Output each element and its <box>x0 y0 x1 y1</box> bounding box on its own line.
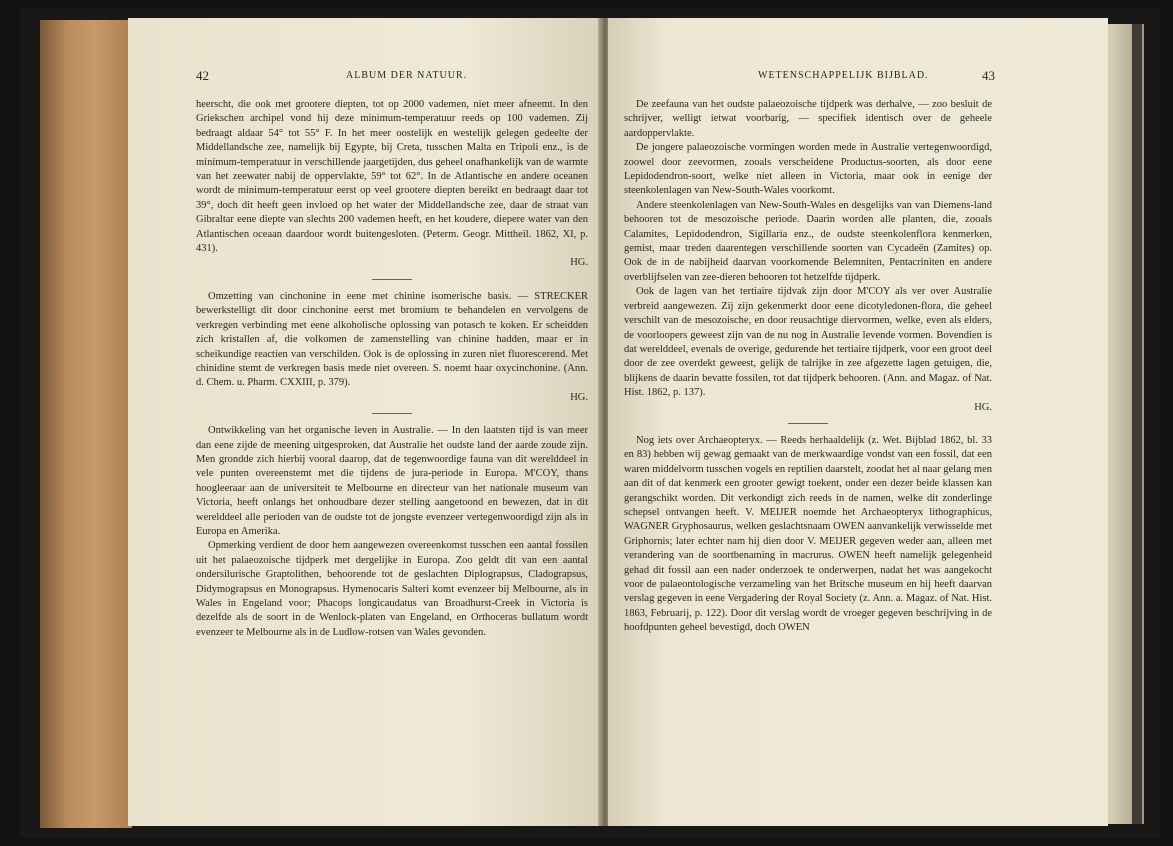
right-page-number: 43 <box>982 68 995 83</box>
left-page-number: 42 <box>196 68 209 83</box>
signature: HG. <box>974 401 992 413</box>
left-page <box>128 18 602 826</box>
right-page <box>608 18 1108 826</box>
paragraph: Opmerking verdient de door hem aangewezen overeenkomst tusschen een aantal fossilen uit het palaeozoische tijdperk met dergelijke in Europa. Zoo geldt dit van een aantal ondersilurische Graptolithen, behoorende tot de geslachten Diplograpsus, Cladograpsus, Didymograpsus en Monograpsus. Hymenocaris Salteri komt evenzeer bij Melbourne, als in Wales in Engeland voor; Phacops longicaudatus van Broadhurst-Creek in Victoria is dezelfde als de soort in de Wenlock-platen van Engeland, en Orthoceras bullatum wordt evenzeer te Melbourne als in de Ludlow-rotsen van Wales gevonden. <box>196 540 588 638</box>
paragraph: De zeefauna van het oudste palaeozoische tijdperk was derhalve, — zoo besluit de schrijver, welligt ietwat voorbarig, — specifiek identisch over de geheele aardoppervlakte. <box>624 99 992 139</box>
left-text-column <box>196 98 588 640</box>
left-running-header: ALBUM DER NATUUR. <box>346 70 468 81</box>
right-page-edges <box>1108 24 1144 824</box>
section-divider <box>372 279 412 280</box>
section-divider <box>788 423 828 424</box>
right-running-header: WETENSCHAPPELIJK BIJBLAD. <box>758 70 929 81</box>
paragraph: De jongere palaeozoische vormingen worden mede in Australie vertegenwoordigd, zoowel door zeevormen, zooals verscheidene Productus-soorten, als door eene Lepidodendron-soort, welke niet alleen in Victoria, maar ook in eenige der steenkolenlagen van New-South-Wales voorkomt. <box>624 142 992 197</box>
paragraph: Ook de lagen van het tertiaire tijdvak zijn door M'COY als ver over Australie verbreid aangewezen. Zij zijn gekenmerkt door eene dicotyledonen-flora, die geheel verschilt van de mesozoische, en door reusachtige diervormen, welke, even als elders, de voorloopers geweest zijn van de nu nog in Australie levende vormen. Bovendien is dat werelddeel, evenals de overige, gedurende het tertiaire tijdperk, voor een groot deel door de zee overdekt geweest, gelijk de talrijke in zee afgezette lagen getuigen, die, blijkens de daarin bevatte fossilen, tot dat tijdperk behooren. (Ann. and Magaz. of Nat. Hist. 1862, p. 137). <box>624 286 992 399</box>
section-divider <box>372 413 412 414</box>
paragraph: Nog iets over Archaeopteryx. — Reeds herhaaldelijk (z. Wet. Bijblad 1862, bl. 33 en 83) hebben wij gewag gemaakt van de merkwaardige vondst van een fossil, dat een waren middelvorm tusschen vogels en reptilien daarstelt, zoodat het al naar gelang men aan dit of dat kenmerk een grooter gewigt toekent, onder een dezer beide klassen kan gerangschikt worden. Dit verkondigt zich reeds in de namen, welke dit zonderlinge schepsel ontvangen heeft. V. MEIJER noemde het Archaeopteryx lithographicus, WAGNER Gryphosaurus, welken geslachtsnaam OWEN aanvankelijk verwisselde met Griphornis; later echter nam hij dien door V. MEIJER gegeven weder aan, alleen met verandering van de soortbenaming in macrurus. OWEN heeft namelijk gelegenheid gehad dit fossil aan een nader onderzoek te onderwerpen, nadat het was aangekocht voor de palaeontologische verzameling van het Britsche museum en hij heeft daarvan verslag gegeven in eene Vergadering der Royal Society (z. Ann. a. Magaz. of Nat. Hist. 1863, Februarij, p. 122). Door dit verslag wordt de vroeger gegeven beschrijving in de hoofdpunten geheel bevestigd, doch OWEN <box>624 434 992 634</box>
paragraph: Andere steenkolenlagen van New-South-Wales en desgelijks van van Diemens-land behooren tot de mesozoische periode. Daarin worden alle planten, die, zooals Calamites, Lepidodendron, Sigillaria enz., de oudste steenkolenflora kenmerken, gemist, maar treden daarentegen verschillende soorten van Cycadeën (Zamites) op. Ook de in de nabijheid daarvan voorkomende Belemniten, Pentacriniten en andere overblijfselen van zee-dieren behooren tot hetzelfde tijdperk. <box>624 199 992 283</box>
signature: HG. <box>570 391 588 403</box>
paragraph: Omzetting van cinchonine in eene met chinine isomerische basis. — STRECKER bewerkstelligt dit door cinchonine eerst met bromium te behandelen en vervolgens de verkregen verbinding met eene alkoholische oplossing van potasch te koken. Er scheidden zich kristallen af, die volkomen de zamenstelling van chinine hadden, maar er in scheikundige reactien van verschilden. Ook is de oplossing in zuren niet fluorescerend. Met chinidine stemt de verkregen basis mede niet overeen. S. noemt haar oxycinchonine. (Ann. d. Chem. u. Pharm. CXXIII, p. 379). <box>196 290 588 389</box>
paragraph: heerscht, die ook met grootere diepten, tot op 2000 vademen, niet meer afneemt. In den Griekschen archipel vond hij deze minimum-temperatuur reeds op 100 vademen. Zij bedraagt aldaar 54° tot 55° F. In het meer oostelijk en westelijk gelegen gedeelte der Middellandsche zee, namelijk bij Egypte, bij Creta, tusschen Malta en Tripoli enz., is de minimum-temperatuur in verschillende jaargetijden, dus geheel onafhankelijk van de warmte van het zeewater nabij de oppervlakte, 59° tot 62°. In de Atlantische en andere oceanen wordt de minimum-temperatuur eerst op veel grootere diepten bereikt en bedraagt daar tot 39°, doch dit heeft geen invloed op het water der Middellandsche zee, daar de straat van Gibraltar eene diepte van slechts 200 vademen heeft, en het koudere, diepere water van den Atlantischen oceaan daardoor wordt buitengesloten. (Peterm. Geogr. Mittheil. 1862, XI, p. 431). <box>196 99 588 255</box>
signature: HG. <box>570 257 588 269</box>
right-text-column <box>624 98 992 636</box>
binding-band <box>1132 24 1142 824</box>
paragraph: Ontwikkeling van het organische leven in Australie. — In den laatsten tijd is van meer dan eene zijde de meening uitgesproken, dat Australie het oudste land der aarde zoude zijn. Men grondde zich hierbij vooral daarop, dat de tegenwoordige fauna van dit werelddeel in vele punten overeenstemt met die tijdens de jura-periode in Europa. M'COY, thans hoogleeraar aan de universiteit te Melbourne en directeur van het nationale museum van Victoria, heeft onlangs het onhoudbare dezer stelling aangetoond en bewezen, dat in dit werelddeel alle perioden van de oudste tot de jongste evenzeer vertegenwoordigd zijn als in Europa en Amerika. <box>196 425 588 537</box>
left-page-edges <box>40 20 132 828</box>
